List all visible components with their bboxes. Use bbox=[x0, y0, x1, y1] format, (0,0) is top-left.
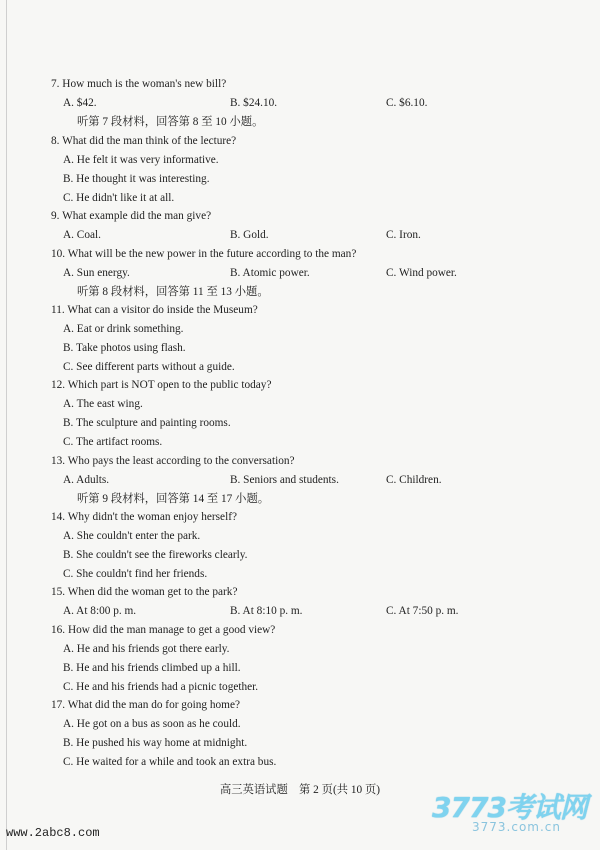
option-17c: C. He waited for a while and took an extra bus. bbox=[63, 756, 277, 768]
logo-sub-text: 3773.com.cn bbox=[472, 820, 561, 834]
option-15a: A. At 8:00 p. m. bbox=[63, 605, 137, 617]
option-8a: A. He felt it was very informative. bbox=[63, 154, 219, 166]
option-12b: B. The sculpture and painting rooms. bbox=[63, 417, 231, 429]
option-13b: B. Seniors and students. bbox=[230, 474, 339, 486]
question-17: 17. What did the man do for going home? bbox=[51, 699, 240, 711]
option-10c: C. Wind power. bbox=[386, 267, 457, 279]
option-17a: A. He got on a bus as soon as he could. bbox=[63, 718, 241, 730]
option-11a: A. Eat or drink something. bbox=[63, 323, 184, 335]
option-11c: C. See different parts without a guide. bbox=[63, 361, 235, 373]
page-footer: 高三英语试题 第 2 页(共 10 页) bbox=[219, 784, 381, 796]
option-14b: B. She couldn't see the fireworks clearly. bbox=[63, 549, 248, 561]
question-13: 13. Who pays the least according to the conversation? bbox=[51, 455, 295, 467]
option-8b: B. He thought it was interesting. bbox=[63, 173, 210, 185]
option-12c: C. The artifact rooms. bbox=[63, 436, 163, 448]
page-edge bbox=[6, 0, 7, 850]
option-16a: A. He and his friends got there early. bbox=[63, 643, 230, 655]
option-7c: C. $6.10. bbox=[386, 97, 428, 109]
option-14a: A. She couldn't enter the park. bbox=[63, 530, 201, 542]
option-16b: B. He and his friends climbed up a hill. bbox=[63, 662, 241, 674]
option-11b: B. Take photos using flash. bbox=[63, 342, 186, 354]
question-11: 11. What can a visitor do inside the Museum? bbox=[51, 304, 258, 316]
question-14: 14. Why didn't the woman enjoy herself? bbox=[51, 511, 237, 523]
option-9a: A. Coal. bbox=[63, 229, 101, 241]
section-heading-9: 听第 9 段材料，回答第 14 至 17 小题。 bbox=[77, 493, 270, 505]
question-12: 12. Which part is NOT open to the public today? bbox=[51, 379, 272, 391]
option-10a: A. Sun energy. bbox=[63, 267, 130, 279]
option-10b: B. Atomic power. bbox=[230, 267, 310, 279]
option-12a: A. The east wing. bbox=[63, 398, 143, 410]
option-7a: A. $42. bbox=[63, 97, 97, 109]
option-9c: C. Iron. bbox=[386, 229, 421, 241]
option-8c: C. He didn't like it at all. bbox=[63, 192, 175, 204]
option-14c: C. She couldn't find her friends. bbox=[63, 568, 208, 580]
question-7: 7. How much is the woman's new bill? bbox=[51, 78, 227, 90]
site-watermark: www.2abc8.com bbox=[6, 826, 100, 840]
logo-main-text: 3773考试网 bbox=[432, 791, 587, 824]
question-15: 15. When did the woman get to the park? bbox=[51, 586, 238, 598]
option-16c: C. He and his friends had a picnic together. bbox=[63, 681, 259, 693]
option-15b: B. At 8:10 p. m. bbox=[230, 605, 303, 617]
option-13c: C. Children. bbox=[386, 474, 442, 486]
option-13a: A. Adults. bbox=[63, 474, 110, 486]
site-logo bbox=[432, 786, 592, 846]
option-9b: B. Gold. bbox=[230, 229, 269, 241]
option-17b: B. He pushed his way home at midnight. bbox=[63, 737, 248, 749]
option-7b: B. $24.10. bbox=[230, 97, 278, 109]
question-16: 16. How did the man manage to get a good view? bbox=[51, 624, 276, 636]
question-8: 8. What did the man think of the lecture? bbox=[51, 135, 237, 147]
section-heading-7: 听第 7 段材料，回答第 8 至 10 小题。 bbox=[77, 116, 264, 128]
question-9: 9. What example did the man give? bbox=[51, 210, 212, 222]
question-10: 10. What will be the new power in the future according to the man? bbox=[51, 248, 357, 260]
option-15c: C. At 7:50 p. m. bbox=[386, 605, 459, 617]
section-heading-8: 听第 8 段材料，回答第 11 至 13 小题。 bbox=[77, 286, 269, 298]
